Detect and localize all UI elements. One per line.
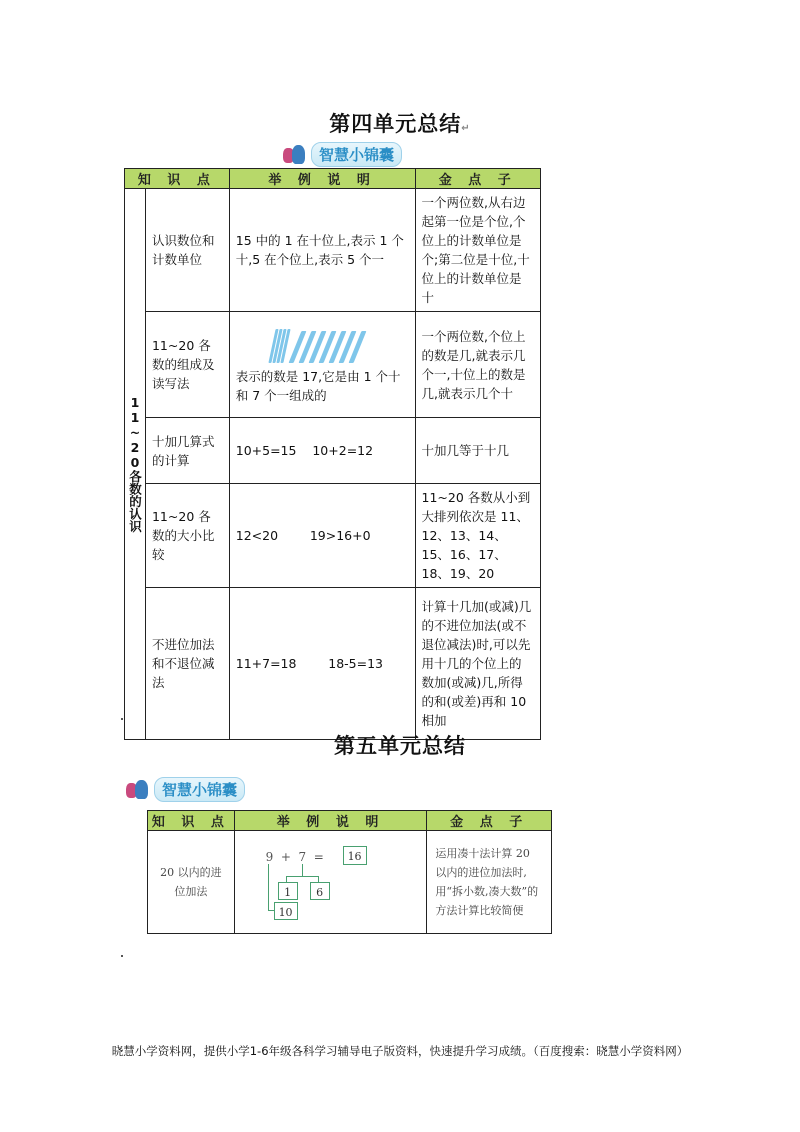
example-cell: 11+7=18 18-5=13	[229, 588, 415, 740]
header-tip: 金 点 子	[415, 169, 540, 189]
table-header-row	[125, 169, 541, 189]
tip-cell: 一个两位数,从右边起第一位是个位,个位上的计数单位是个;第二位是十位,十位上的计数单位是十	[415, 189, 540, 312]
topic-cell: 20 以内的进位加法	[148, 831, 235, 934]
table-header-row	[148, 811, 552, 831]
table-row	[125, 312, 541, 418]
topic-cell: 十加几算式的计算	[145, 418, 229, 484]
unit5-title: 第五单元总结	[334, 734, 466, 758]
example-text: 表示的数是 17,它是由 1 个十和 7 个一组成的	[235, 368, 401, 403]
example-cell	[229, 312, 415, 418]
header-example: 举 例 说 明	[229, 169, 415, 189]
tip-cell: 计算十几加(或减)几的不进位加法(或不退位减法)时,可以先用十几的个位上的数加(或减)几,所得的和(或差)再和 10 相加	[415, 588, 540, 740]
topic-cell: 不进位加法和不退位减法	[145, 588, 229, 740]
paragraph-mark	[121, 955, 123, 957]
counting-sticks-illustration	[272, 327, 409, 363]
table-row	[125, 588, 541, 740]
cartoon-mascot-icon	[126, 780, 148, 800]
example-cell: 10+5=15 10+2=12	[229, 418, 415, 484]
make-ten-diagram	[266, 844, 396, 920]
topic-cell: 11~20 各数的大小比较	[145, 484, 229, 588]
paragraph-mark	[121, 718, 123, 720]
tip-cell: 运用凑十法计算 20 以内的进位加法时,用“拆小数,凑大数”的方法计算比较简便	[427, 831, 552, 934]
tip-cell: 一个两位数,个位上的数是几,就表示几个一,十位上的数是几,就表示几个十	[415, 312, 540, 418]
topic-cell: 认识数位和计数单位	[145, 189, 229, 312]
example-cell: 12<20 19>16+0	[229, 484, 415, 588]
split-box-a: 1	[278, 882, 298, 900]
table-row	[125, 484, 541, 588]
unit5-badge	[126, 777, 245, 802]
table-row	[125, 418, 541, 484]
unit4-title: 第四单元总结↵	[329, 112, 471, 136]
tip-cell: 十加几等于十几	[415, 418, 540, 484]
header-tip: 金 点 子	[427, 811, 552, 831]
split-box-b: 6	[310, 882, 330, 900]
unit4-table	[124, 168, 541, 740]
cartoon-mascot-icon	[283, 145, 305, 165]
ten-box: 10	[274, 902, 298, 920]
unit4-badge	[283, 142, 402, 167]
side-label: 11~20各数的认识	[125, 189, 146, 740]
table-row	[125, 189, 541, 312]
result-box: 16	[343, 846, 367, 865]
tip-cell: 11~20 各数从小到大排列依次是 11、12、13、14、15、16、17、18、19、20	[415, 484, 540, 588]
header-topic: 知 识 点	[148, 811, 235, 831]
example-cell	[234, 831, 427, 934]
example-cell: 15 中的 1 在十位上,表示 1 个十,5 在个位上,表示 5 个一	[229, 189, 415, 312]
equation-text: 9 + 7 =	[265, 850, 324, 864]
badge-label: 智慧小锦囊	[311, 142, 402, 167]
badge-label: 智慧小锦囊	[154, 777, 245, 802]
table-row	[148, 831, 552, 934]
footer-note: 晓慧小学资料网，提供小学1-6年级各科学习辅导电子版资料，快速提升学习成绩。（百度搜索：晓慧小学资料网）	[111, 1044, 689, 1058]
topic-cell: 11~20 各数的组成及读写法	[145, 312, 229, 418]
header-topic: 知 识 点	[125, 169, 230, 189]
header-example: 举 例 说 明	[234, 811, 427, 831]
unit5-table	[147, 810, 552, 934]
